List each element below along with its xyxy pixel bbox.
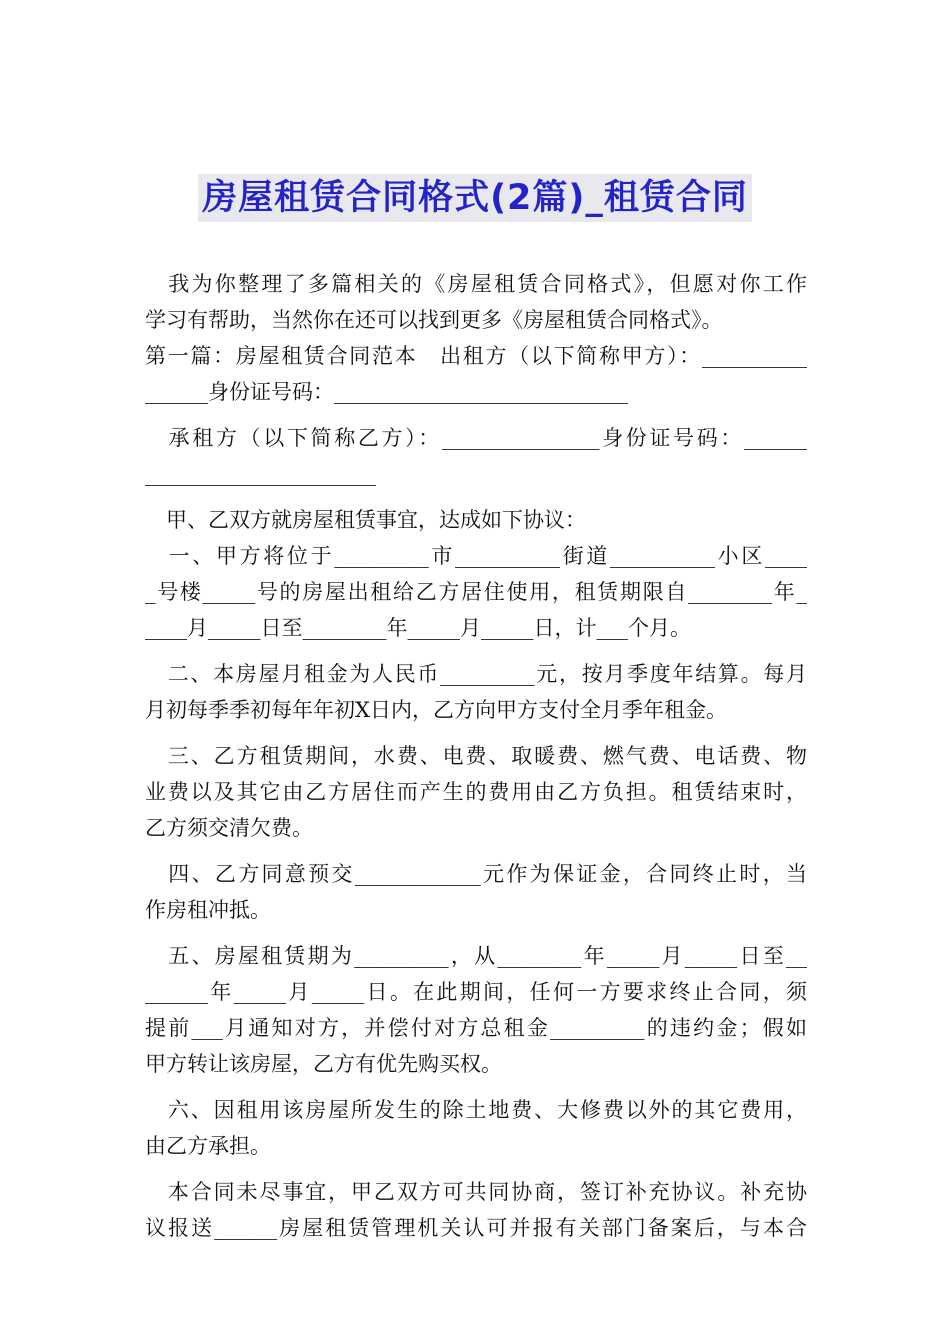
text-line: 业费以及其它由乙方居住而产生的费用由乙方负担。租赁结束时， <box>145 780 807 804</box>
paragraph-gap <box>145 1082 807 1092</box>
paragraph-gap <box>145 1164 807 1174</box>
text-line: 月初每季季初每年年初X日内，乙方向甲方支付全月季年租金。 <box>145 698 727 722</box>
document-body <box>145 266 807 1246</box>
text-line: 乙方须交清欠费。 <box>145 816 313 840</box>
text-line: 学习有帮助，当然你在还可以找到更多《房屋租赁合同格式》。 <box>145 308 723 332</box>
title-container <box>0 174 950 222</box>
text-line: 六、因租用该房屋所发生的除土地费、大修费以外的其它费用， <box>145 1098 807 1122</box>
paragraph-gap <box>145 728 807 738</box>
text-line: ____月_____日至________年_____月_____日，计___个月。 <box>145 616 691 640</box>
text-line: 甲、乙双方就房屋租赁事宜，达成如下协议： <box>145 508 586 532</box>
text-line: ______________________ <box>145 462 376 486</box>
text-line: 二、本房屋月租金为人民币_________元，按月季度年结算。每月 <box>145 662 807 686</box>
text-line: 提前___月通知对方，并偿付对方总租金_________的违约金；假如 <box>145 1016 807 1040</box>
text-line: 我为你整理了多篇相关的《房屋租赁合同格式》，但愿对你工作 <box>145 272 807 296</box>
text-line: 议报送______房屋租赁管理机关认可并报有关部门备案后，与本合 <box>145 1216 807 1240</box>
paragraph-gap <box>145 928 807 938</box>
text-line: ______年_____月_____日。在此期间，任何一方要求终止合同，须 <box>145 980 807 1004</box>
document-title: 房屋租赁合同格式(2篇)_租赁合同 <box>198 174 752 222</box>
text-line: 本合同未尽事宜，甲乙双方可共同协商，签订补充协议。补充协 <box>145 1180 807 1204</box>
text-line: 四、乙方同意预交____________元作为保证金，合同终止时，当 <box>145 862 807 886</box>
text-line: 作房租冲抵。 <box>145 898 271 922</box>
paragraph-gap <box>145 646 807 656</box>
text-line: 第一篇：房屋租赁合同范本 出租方（以下简称甲方）：__________ <box>145 344 807 368</box>
text-line: 三、乙方租赁期间，水费、电费、取暖费、燃气费、电话费、物 <box>145 744 807 768</box>
text-line: 五、房屋租赁期为_________，从________年_____月_____日至__ <box>145 944 807 968</box>
paragraph-gap <box>145 410 807 420</box>
paragraph-gap <box>145 492 807 502</box>
text-line: ______身份证号码：____________________________ <box>145 380 628 404</box>
paragraph-gap <box>145 846 807 856</box>
text-line: 承租方（以下简称乙方）：_______________身份证号码：______ <box>145 426 807 450</box>
text-line: _号楼_____号的房屋出租给乙方居住使用，租赁期限自________年_ <box>145 580 807 604</box>
text-line: 甲方转让该房屋，乙方有优先购买权。 <box>145 1052 502 1076</box>
text-line: 由乙方承担。 <box>145 1134 271 1158</box>
text-line: 一、甲方将位于_________市__________街道__________小区____ <box>145 544 807 568</box>
